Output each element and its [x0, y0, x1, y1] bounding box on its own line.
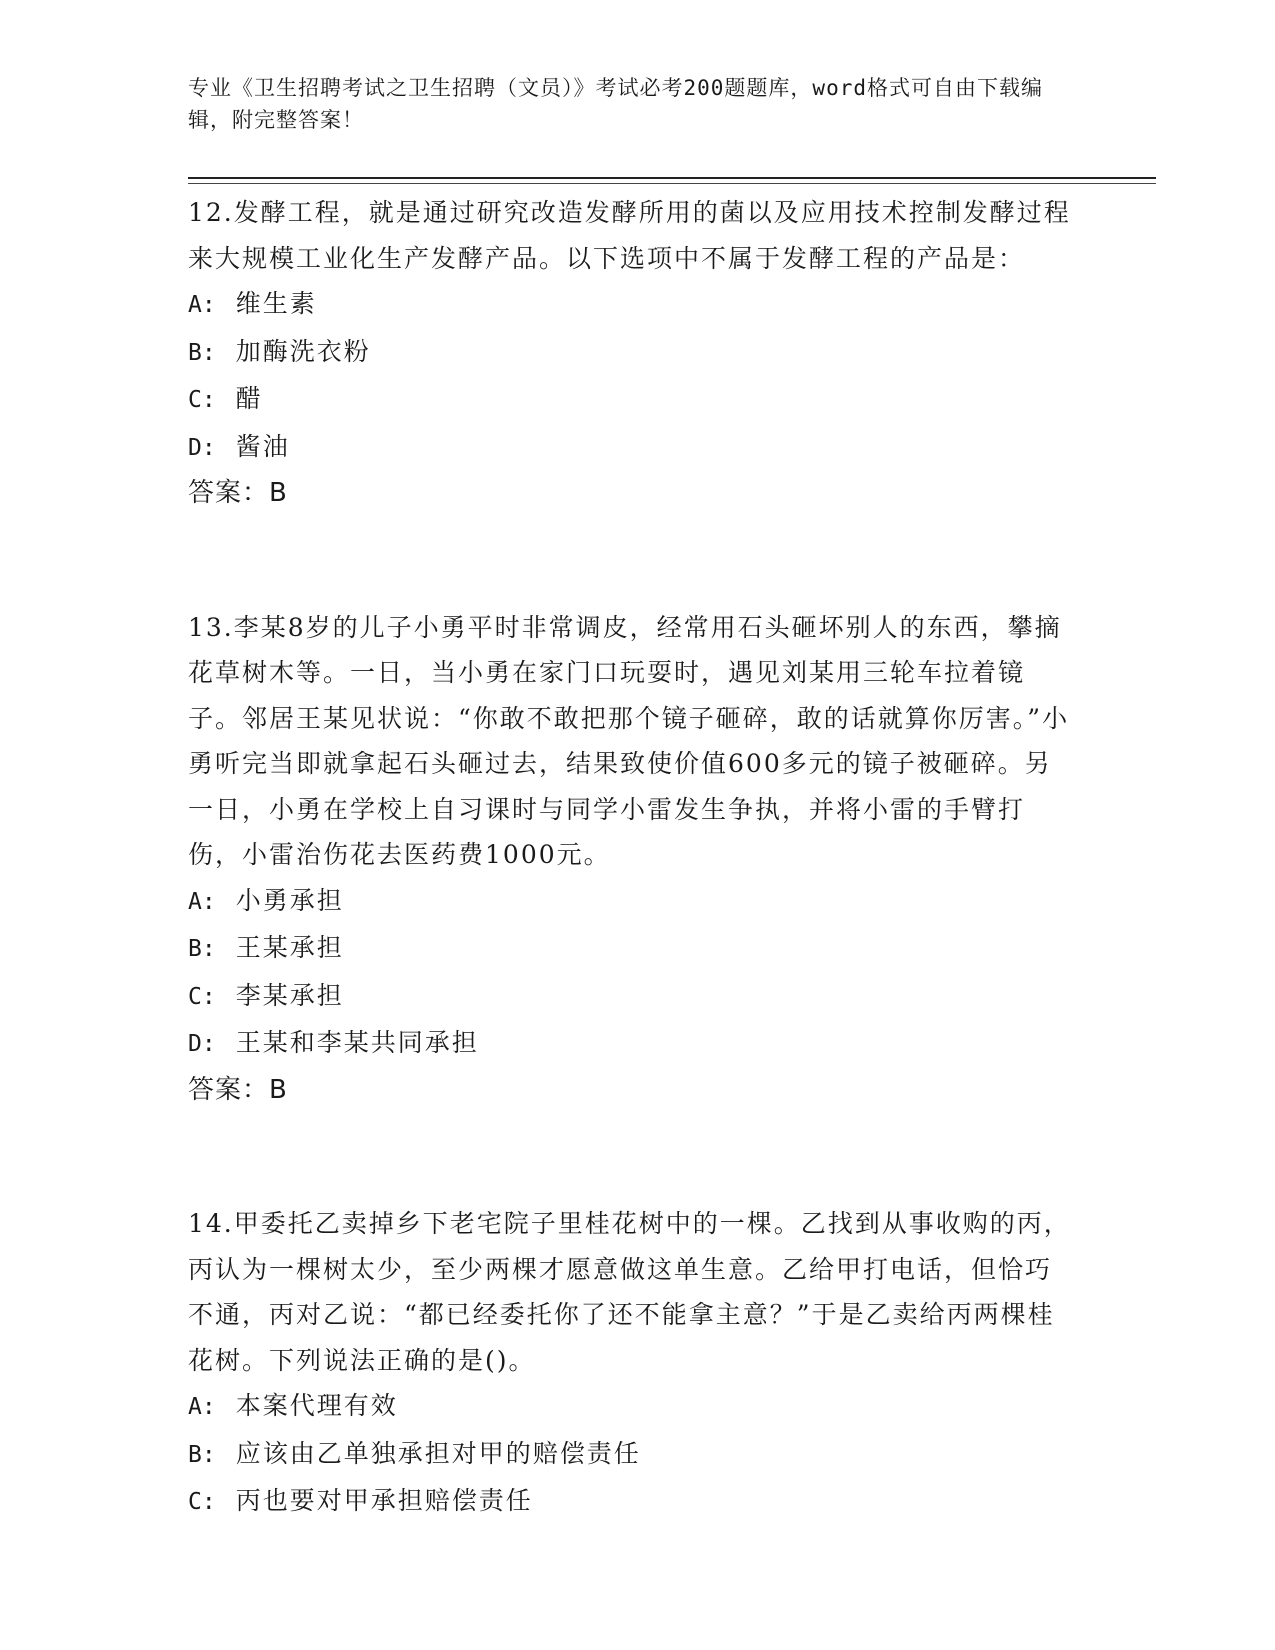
option-text: 李某承担 [235, 980, 344, 1010]
question-list [188, 190, 1078, 1526]
option-text: 王某和李某共同承担 [235, 1028, 479, 1057]
question-gap [188, 517, 1078, 605]
option-key: C: [188, 387, 216, 413]
document-header [188, 72, 1068, 136]
question-gap [188, 1113, 1078, 1201]
answer-line: 答案：B [188, 478, 288, 508]
header-text: 专业《卫生招聘考试之卫生招聘（文员）》考试必考200题题库，word格式可自由下载编辑，附完整答案！ [188, 76, 1043, 132]
option-text: 加酶洗衣粉 [235, 336, 371, 366]
option-key: A: [188, 1394, 216, 1420]
option-text: 丙也要对甲承担赔偿责任 [235, 1486, 533, 1515]
option-key: D: [188, 1031, 216, 1057]
option-a [188, 281, 1078, 329]
option-text: 应该由乙单独承担对甲的赔偿责任 [235, 1438, 641, 1468]
option-c [188, 376, 1078, 424]
option-key: A: [188, 888, 216, 915]
question-14 [188, 1201, 1078, 1526]
option-key: B: [188, 1441, 216, 1468]
option-key: A: [188, 292, 216, 318]
option-text: 维生素 [235, 289, 317, 318]
option-a [188, 878, 1078, 926]
option-key: C: [188, 1489, 216, 1515]
option-b [188, 925, 1078, 973]
header-rule-thin [188, 183, 1156, 184]
option-text: 酱油 [235, 431, 290, 461]
option-d [188, 1020, 1078, 1068]
question-stem: 12.发酵工程，就是通过研究改造发酵所用的菌以及应用技术控制发酵过程来大规模工业化生产发酵产品。以下选项中不属于发酵工程的产品是： [188, 198, 1071, 273]
option-text: 小勇承担 [235, 885, 344, 915]
question-stem: 13.李某8岁的儿子小勇平时非常调皮，经常用石头砸坏别人的东西，攀摘花草树木等。一日，当小勇在家门口玩耍时，遇见刘某用三轮车拉着镜子。邻居王某见状说：“你敢不敢把那个镜子砸碎，敢的话就算你厉害。”小勇听完当即就拿起石头砸过去，结果致使价值600多元的镜子被砸碎。另一日，小勇在学校上自习课时与同学小雷发生争执，并将小雷的手臂打伤，小雷治伤花去医药费1000元。 [188, 612, 1070, 869]
option-c [188, 973, 1078, 1021]
option-text: 醋 [235, 384, 263, 413]
answer-line: 答案：B [188, 1074, 288, 1105]
question-stem: 14.甲委托乙卖掉乡下老宅院子里桂花树中的一棵。乙找到从事收购的丙，丙认为一棵树太少，至少两棵才愿意做这单生意。乙给甲打电话，但恰巧不通，丙对乙说：“都已经委托你了还不能拿主意？”于是乙卖给丙两棵桂花树。下列说法正确的是()。 [188, 1209, 1071, 1375]
option-d [188, 424, 1078, 472]
option-a [188, 1383, 1078, 1431]
option-text: 本案代理有效 [235, 1391, 398, 1420]
question-12 [188, 190, 1078, 517]
option-key: D: [188, 434, 216, 461]
option-c [188, 1478, 1078, 1526]
option-key: B: [188, 339, 216, 366]
option-key: C: [188, 983, 216, 1010]
option-key: B: [188, 936, 216, 962]
question-13 [188, 605, 1078, 1114]
header-rule-thick [188, 177, 1156, 179]
option-b [188, 1431, 1078, 1479]
option-text: 王某承担 [235, 933, 344, 962]
option-b [188, 329, 1078, 377]
